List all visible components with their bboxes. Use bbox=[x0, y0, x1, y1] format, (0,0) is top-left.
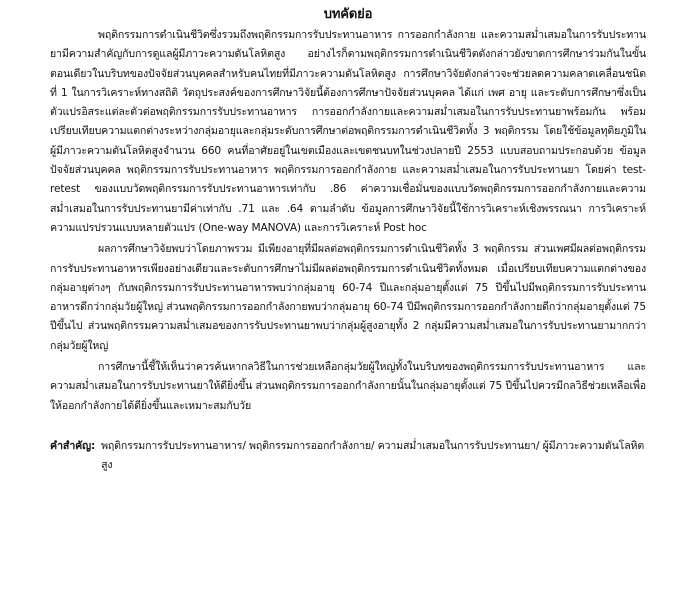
abstract-paragraph-conclusion: การศึกษานี้ชี้ให้เห็นว่าควรค้นหากลวิธีในการช่วยเหลือกลุ่มวัยผู้ใหญ่ทั้งในบริบทของพฤติกรรมการรับประทานอาหาร และความสม่ำเสมอในการรับประทานยาให้ดียิ่งขึ้น ส่วนพฤติกรรมการออกกำลังกายนั้นในกลุ่มอายุตั้งแต่ 75 ปีขึ้นไปควรมีกลวิธีช่วยเหลือเพื่อให้ออกกำลังกายได้ดียิ่งขึ้นและเหมาะสมกับวัย bbox=[50, 361, 646, 412]
abstract-paragraph-background: พฤติกรรมการดำเนินชีวิตซึ่งรวมถึงพฤติกรรมการรับประทานอาหาร การออกกำลังกาย และความสม่ำเสมอในการรับประทานยามีความสำคัญกับการดูแลผู้มีภาวะความดันโลหิตสูง อย่างไรก็ตามพฤติกรรมการดำเนินชีวิตดังกล่าวยังขาดการศึกษาร่วมกันในขั้นตอนเดียวในบริบทของปัจจัยส่วนบุคคลสำหรับคนไทยที่มีภาวะความดันโลหิตสูง การศึกษาวิจัยดังกล่าวจะช่วยลดความคลาดเคลื่อนชนิดที่ 1 ในการวิเคราะห์ทางสถิติ วัตถุประสงค์ของการศึกษาวิจัยนี้ต้องการศึกษาปัจจัยส่วนบุคคล ได้แก่ เพศ อายุ และระดับการศึกษาซึ่งเป็นตัวแปรอิสระแต่ละตัวต่อพฤติกรรมการรับประทานอาหาร การออกกำลังกายและความสม่ำเสมอในการรับประทานยาพร้อมกัน พร้อมเปรียบเทียบความแตกต่างระหว่างกลุ่มอายุและกลุ่มระดับการศึกษาต่อพฤติกรรมการดำเนินชีวิตทั้ง 3 พฤติกรรม โดยใช้ข้อมูลทุติยภูมิในผู้มีภาวะความดันโลหิตสูงจำนวน 660 คนที่อาศัยอยู่ในเขตเมืองและเขตชนบทในช่วงปลายปี 2553 แบบสอบถามประกอบด้วย ข้อมูลปัจจัยส่วนบุคคล พฤติกรรมการรับประทานอาหาร พฤติกรรมการออกกำลังกาย และความสม่ำเสมอในการรับประทานยา โดยค่า test-retest ของแบบวัดพฤติกรรมการรับประทานอาหารเท่ากับ .86 ค่าความเชื่อมั่นของแบบวัดพฤติกรรมการออกกำลังกายและความสม่ำเสมอในการรับประทานยามีค่าเท่ากับ .71 และ .64 ตามลำดับ ข้อมูลการศึกษาวิจัยนี้ใช้การวิเคราะห์เชิงพรรณนา การวิเคราะห์ความแปรปรวนแบบหลายตัวแปร (One-way MANOVA) และการวิเคราะห์ Post hoc bbox=[50, 29, 646, 234]
keywords-label: คำสำคัญ: bbox=[50, 439, 96, 452]
abstract-paragraph-results: ผลการศึกษาวิจัยพบว่าโดยภาพรวม มีเพียงอายุที่มีผลต่อพฤติกรรมการดำเนินชีวิตทั้ง 3 พฤติกรรม ส่วนเพศมีผลต่อพฤติกรรมการรับประทานอาหารเพียงอย่างเดียวและระดับการศึกษาไม่มีผลต่อพฤติกรรมการดำเนินชีวิตทั้งหมด เมื่อเปรียบเทียบความแตกต่างของกลุ่มอายุต่างๆ กับพฤติกรรมการรับประทานอาหารพบว่ากลุ่มอายุ 60-74 ปีและกลุ่มอายุตั้งแต่ 75 ปีขึ้นไปมีพฤติกรรมการรับประทานอาหารดีกว่ากลุ่มวัยผู้ใหญ่ ส่วนพฤติกรรมการออกกำลังกายพบว่ากลุ่มอายุ 60-74 ปีมีพฤติกรรมการออกกำลังกายดีกว่ากลุ่มอายุตั้งแต่ 75 ปีขึ้นไป ส่วนพฤติกรรมความสม่ำเสมอของการรับประทานยาพบว่ากลุ่มผู้สูงอายุทั้ง 2 กลุ่มมีความสม่ำเสมอในการรับประทานยามากกว่ากลุ่มวัยผู้ใหญ่ bbox=[50, 243, 646, 352]
keywords-section bbox=[50, 437, 646, 476]
abstract-title: บทคัดย่อ bbox=[323, 7, 373, 22]
keywords-text: พฤติกรรมการรับประทานอาหาร/ พฤติกรรมการออกกำลังกาย/ ความสม่ำเสมอในการรับประทานยา/ ผู้มีภาวะความดันโลหิตสูง bbox=[101, 439, 645, 472]
